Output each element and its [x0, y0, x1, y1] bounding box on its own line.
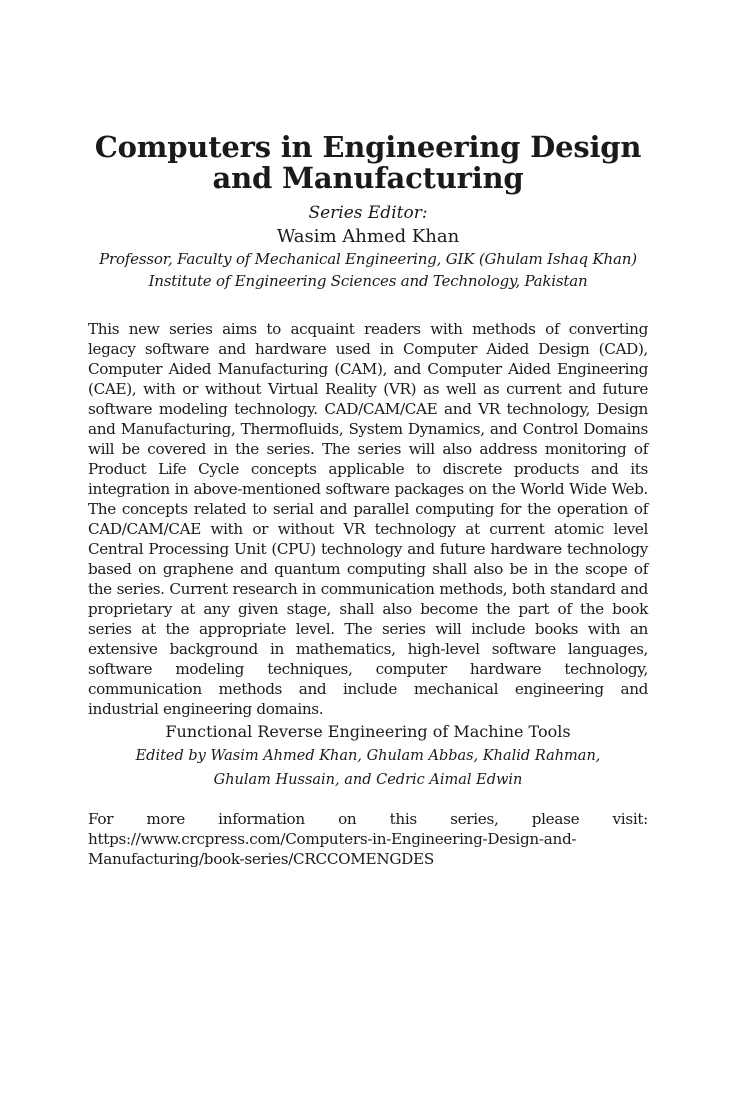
more-info-text: For more information on this series, please visit: [88, 810, 648, 828]
series-url-link[interactable]: https://www.crcpress.com/Computers-in-Engineering-Design-and-Manufacturing/book-series/CRCCOMENGDES [88, 830, 577, 868]
series-editor-name: Wasim Ahmed Khan [276, 226, 460, 247]
series-editor-affiliation-line-2: Institute of Engineering Sciences and Technology, Pakistan [148, 272, 588, 290]
book-editors-line-2: Ghulam Hussain, and Cedric Aimal Edwin [213, 772, 523, 788]
series-editor-label: Series Editor: [308, 203, 428, 223]
book-editors-line-1: Edited by Wasim Ahmed Khan, Ghulam Abbas, Khalid Rahman, [135, 748, 601, 764]
book-title: Functional Reverse Engineering of Machine Tools [165, 722, 571, 741]
series-title: Computers in Engineering Design and Manufacturing [94, 130, 642, 195]
series-editor-affiliation-line-1: Professor, Faculty of Mechanical Engineering, GIK (Ghulam Ishaq Khan) [99, 250, 637, 268]
series-editor-block [68, 202, 668, 292]
more-info-paragraph [88, 809, 648, 869]
series-description: This new series aims to acquaint readers with methods of converting legacy software and hardware used in Computer Aided Design (CAD), Computer Aided Manufacturing (CAM), and Computer Aided Engineering (CAE), with or without Virtual Reality (VR) as well as current and future software modeling technology. CAD/CAM/CAE and VR technology, Design and Manufacturing, Thermofluids, System Dynamics, and Control Domains will be covered in the series. The series will also address monitoring of Product Life Cycle concepts applicable to discrete products and its integration in above-mentioned software packages on the World Wide Web. The concepts related to serial and parallel computing for the operation of CAD/CAM/CAE with or without VR technology at current atomic level Central Processing Unit (CPU) technology and future hardware technology based on graphene and quantum computing shall also be in the scope of the series. Current research in communication methods, both standard and proprietary at any given stage, shall also become the part of the book series at the appropriate level. The series will include books with an extensive background in mathematics, high-level software languages, software modeling techniques, computer hardware technology, communication methods and include mechanical engineering and industrial engineering domains. [88, 320, 648, 718]
book-list-item [68, 720, 668, 792]
